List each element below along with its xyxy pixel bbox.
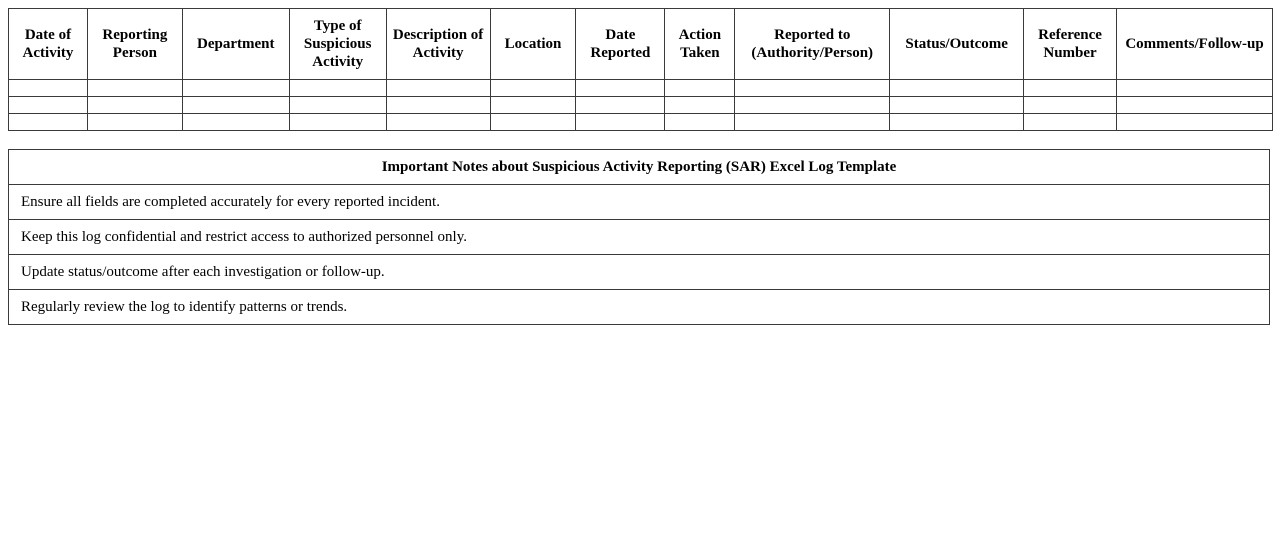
table-cell[interactable] xyxy=(386,97,490,114)
table-cell[interactable] xyxy=(890,80,1024,97)
table-cell[interactable] xyxy=(1024,97,1117,114)
table-cell[interactable] xyxy=(289,114,386,131)
column-header: Description of Activity xyxy=(386,9,490,80)
table-cell[interactable] xyxy=(87,80,182,97)
table-cell[interactable] xyxy=(1024,114,1117,131)
table-cell[interactable] xyxy=(735,97,890,114)
table-cell[interactable] xyxy=(490,114,576,131)
table-cell[interactable] xyxy=(665,80,735,97)
column-header: Reported to (Authority/Person) xyxy=(735,9,890,80)
column-header: Date of Activity xyxy=(9,9,88,80)
note-item: Ensure all fields are completed accurately for every reported incident. xyxy=(9,185,1270,220)
column-header: Type of Suspicious Activity xyxy=(289,9,386,80)
table-cell[interactable] xyxy=(1117,97,1273,114)
column-header: Reporting Person xyxy=(87,9,182,80)
table-cell[interactable] xyxy=(890,114,1024,131)
column-header: Action Taken xyxy=(665,9,735,80)
table-cell[interactable] xyxy=(576,80,665,97)
table-cell[interactable] xyxy=(386,114,490,131)
column-header: Reference Number xyxy=(1024,9,1117,80)
header-row xyxy=(9,9,1273,80)
table-cell[interactable] xyxy=(890,97,1024,114)
table-cell[interactable] xyxy=(182,97,289,114)
notes-table xyxy=(8,149,1270,325)
table-cell[interactable] xyxy=(1117,80,1273,97)
table-cell[interactable] xyxy=(735,114,890,131)
column-header: Location xyxy=(490,9,576,80)
table-cell[interactable] xyxy=(289,80,386,97)
table-cell[interactable] xyxy=(735,80,890,97)
table-cell[interactable] xyxy=(9,97,88,114)
table-row xyxy=(9,80,1273,97)
table-cell[interactable] xyxy=(87,97,182,114)
table-cell[interactable] xyxy=(665,97,735,114)
table-cell[interactable] xyxy=(576,97,665,114)
column-header: Date Reported xyxy=(576,9,665,80)
table-cell[interactable] xyxy=(9,80,88,97)
column-header: Department xyxy=(182,9,289,80)
table-cell[interactable] xyxy=(576,114,665,131)
table-cell[interactable] xyxy=(289,97,386,114)
table-cell[interactable] xyxy=(490,97,576,114)
table-cell[interactable] xyxy=(9,114,88,131)
table-cell[interactable] xyxy=(182,80,289,97)
table-cell[interactable] xyxy=(386,80,490,97)
table-cell[interactable] xyxy=(1117,114,1273,131)
table-row xyxy=(9,114,1273,131)
sar-log-table xyxy=(8,8,1273,131)
table-cell[interactable] xyxy=(87,114,182,131)
table-cell[interactable] xyxy=(665,114,735,131)
note-item: Regularly review the log to identify patterns or trends. xyxy=(9,290,1270,325)
table-row xyxy=(9,97,1273,114)
column-header: Status/Outcome xyxy=(890,9,1024,80)
table-cell[interactable] xyxy=(182,114,289,131)
note-item: Update status/outcome after each investigation or follow-up. xyxy=(9,255,1270,290)
table-cell[interactable] xyxy=(490,80,576,97)
note-item: Keep this log confidential and restrict access to authorized personnel only. xyxy=(9,220,1270,255)
notes-title: Important Notes about Suspicious Activity Reporting (SAR) Excel Log Template xyxy=(9,150,1270,185)
table-cell[interactable] xyxy=(1024,80,1117,97)
column-header: Comments/Follow-up xyxy=(1117,9,1273,80)
